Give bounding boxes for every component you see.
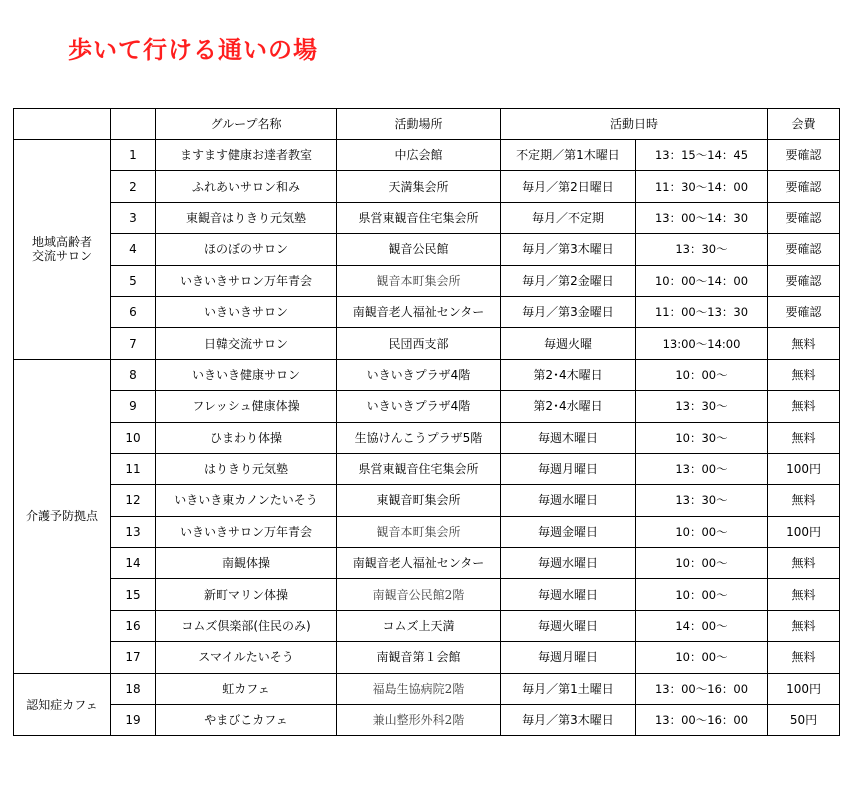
fee: 無料 [768, 359, 840, 390]
fee: 要確認 [768, 202, 840, 233]
row-number: 19 [111, 705, 156, 736]
header-blank-category [14, 109, 111, 140]
activity-time: 10：00～14：00 [636, 265, 768, 296]
fee: 要確認 [768, 234, 840, 265]
group-name: いきいき健康サロン [156, 359, 337, 390]
table-row [14, 359, 840, 390]
activity-time: 13：00～ [636, 453, 768, 484]
fee: 無料 [768, 328, 840, 359]
activity-time: 13：00～14：30 [636, 202, 768, 233]
activity-place: 南観音第１会館 [337, 642, 501, 673]
activity-day: 毎月／第2金曜日 [501, 265, 636, 296]
activity-day: 毎週木曜日 [501, 422, 636, 453]
activity-place: 民団西支部 [337, 328, 501, 359]
activity-time: 13：15～14：45 [636, 140, 768, 171]
group-name: いきいきサロン万年青会 [156, 265, 337, 296]
activity-day: 毎週水曜日 [501, 548, 636, 579]
row-number: 16 [111, 610, 156, 641]
table-row [14, 673, 840, 704]
fee: 無料 [768, 391, 840, 422]
activity-place: 南観音老人福祉センター [337, 548, 501, 579]
table-row [14, 642, 840, 673]
activity-time: 11：30～14：00 [636, 171, 768, 202]
activity-place: 南観音公民館2階 [337, 579, 501, 610]
header-row [14, 109, 840, 140]
schedule-table [13, 108, 840, 736]
activity-time: 13:00～14:00 [636, 328, 768, 359]
row-number: 11 [111, 453, 156, 484]
fee: 無料 [768, 579, 840, 610]
group-name: 東観音はりきり元気塾 [156, 202, 337, 233]
fee: 50円 [768, 705, 840, 736]
activity-time: 10：00～ [636, 359, 768, 390]
activity-day: 毎週月曜日 [501, 642, 636, 673]
activity-time: 14：00～ [636, 610, 768, 641]
fee: 100円 [768, 673, 840, 704]
row-number: 4 [111, 234, 156, 265]
activity-day: 毎週火曜日 [501, 610, 636, 641]
activity-place: 観音本町集会所 [337, 516, 501, 547]
fee: 無料 [768, 642, 840, 673]
row-number: 5 [111, 265, 156, 296]
activity-time: 10：00～ [636, 642, 768, 673]
activity-place: 天満集会所 [337, 171, 501, 202]
table-row [14, 140, 840, 171]
activity-time: 13：30～ [636, 391, 768, 422]
activity-place: 観音本町集会所 [337, 265, 501, 296]
table-row [14, 171, 840, 202]
activity-day: 毎月／不定期 [501, 202, 636, 233]
header-fee: 会費 [768, 109, 840, 140]
activity-place: いきいきプラザ4階 [337, 391, 501, 422]
fee: 要確認 [768, 171, 840, 202]
row-number: 12 [111, 485, 156, 516]
group-name: 虹カフェ [156, 673, 337, 704]
activity-day: 第2･4水曜日 [501, 391, 636, 422]
category-label: 交流サロン [31, 249, 92, 264]
row-number: 18 [111, 673, 156, 704]
fee: 要確認 [768, 140, 840, 171]
table-row [14, 516, 840, 547]
activity-time: 13：00～16：00 [636, 705, 768, 736]
category-cell [14, 359, 111, 673]
table-row [14, 453, 840, 484]
group-name: はりきり元気塾 [156, 453, 337, 484]
category-label: 介護予防拠点 [25, 509, 98, 524]
activity-time: 10：00～ [636, 516, 768, 547]
table-row [14, 705, 840, 736]
activity-place: 生協けんこうプラザ5階 [337, 422, 501, 453]
header-place: 活動場所 [337, 109, 501, 140]
row-number: 1 [111, 140, 156, 171]
activity-time: 13：30～ [636, 485, 768, 516]
table-row [14, 296, 840, 327]
row-number: 13 [111, 516, 156, 547]
category-cell [14, 673, 111, 736]
row-number: 2 [111, 171, 156, 202]
group-name: やまびこカフェ [156, 705, 337, 736]
row-number: 15 [111, 579, 156, 610]
activity-place: 観音公民館 [337, 234, 501, 265]
fee: 要確認 [768, 296, 840, 327]
activity-day: 毎月／第1土曜日 [501, 673, 636, 704]
activity-place: 南観音老人福祉センター [337, 296, 501, 327]
activity-place: コムズ上天満 [337, 610, 501, 641]
activity-day: 毎月／第3木曜日 [501, 705, 636, 736]
group-name: ふれあいサロン和み [156, 171, 337, 202]
group-name: フレッシュ健康体操 [156, 391, 337, 422]
fee: 要確認 [768, 265, 840, 296]
group-name: いきいきサロン万年青会 [156, 516, 337, 547]
fee: 無料 [768, 610, 840, 641]
row-number: 14 [111, 548, 156, 579]
activity-time: 13：00～16：00 [636, 673, 768, 704]
fee: 100円 [768, 453, 840, 484]
table-row [14, 579, 840, 610]
group-name: 南観体操 [156, 548, 337, 579]
activity-day: 毎月／第3木曜日 [501, 234, 636, 265]
table-body [14, 140, 840, 736]
activity-time: 11：00～13：30 [636, 296, 768, 327]
activity-place: いきいきプラザ4階 [337, 359, 501, 390]
table-row [14, 610, 840, 641]
row-number: 8 [111, 359, 156, 390]
row-number: 17 [111, 642, 156, 673]
table-row [14, 202, 840, 233]
group-name: スマイルたいそう [156, 642, 337, 673]
table-row [14, 265, 840, 296]
row-number: 3 [111, 202, 156, 233]
group-name: いきいきサロン [156, 296, 337, 327]
group-name: ほのぼのサロン [156, 234, 337, 265]
category-label: 地域高齢者 [31, 235, 92, 250]
header-datetime: 活動日時 [501, 109, 768, 140]
activity-day: 毎週水曜日 [501, 485, 636, 516]
group-name: いきいき東カノンたいそう [156, 485, 337, 516]
row-number: 6 [111, 296, 156, 327]
activity-day: 毎週火曜 [501, 328, 636, 359]
table-row [14, 328, 840, 359]
fee: 無料 [768, 422, 840, 453]
fee: 100円 [768, 516, 840, 547]
fee: 無料 [768, 548, 840, 579]
category-label: 認知症カフェ [26, 697, 98, 712]
activity-time: 10：30～ [636, 422, 768, 453]
header-group-name: グループ名称 [156, 109, 337, 140]
table-row [14, 485, 840, 516]
table-row [14, 422, 840, 453]
activity-day: 毎週水曜日 [501, 579, 636, 610]
activity-place: 県営東観音住宅集会所 [337, 453, 501, 484]
header-blank-number [111, 109, 156, 140]
fee: 無料 [768, 485, 840, 516]
activity-place: 福島生協病院2階 [337, 673, 501, 704]
table-row [14, 391, 840, 422]
group-name: ひまわり体操 [156, 422, 337, 453]
activity-day: 毎週月曜日 [501, 453, 636, 484]
activity-place: 東観音町集会所 [337, 485, 501, 516]
activity-place: 兼山整形外科2階 [337, 705, 501, 736]
group-name: コムズ倶楽部(住民のみ) [156, 610, 337, 641]
table-row [14, 234, 840, 265]
activity-day: 第2･4木曜日 [501, 359, 636, 390]
activity-time: 13：30～ [636, 234, 768, 265]
activity-time: 10：00～ [636, 548, 768, 579]
row-number: 9 [111, 391, 156, 422]
table-row [14, 548, 840, 579]
group-name: ますます健康お達者教室 [156, 140, 337, 171]
activity-place: 中広会館 [337, 140, 501, 171]
activity-day: 毎月／第2日曜日 [501, 171, 636, 202]
page-title: 歩いて行ける通いの場 [68, 36, 318, 64]
activity-day: 不定期／第1木曜日 [501, 140, 636, 171]
activity-place: 県営東観音住宅集会所 [337, 202, 501, 233]
row-number: 10 [111, 422, 156, 453]
category-cell [14, 140, 111, 360]
group-name: 日韓交流サロン [156, 328, 337, 359]
activity-time: 10：00～ [636, 579, 768, 610]
activity-day: 毎月／第3金曜日 [501, 296, 636, 327]
row-number: 7 [111, 328, 156, 359]
group-name: 新町マリン体操 [156, 579, 337, 610]
activity-day: 毎週金曜日 [501, 516, 636, 547]
